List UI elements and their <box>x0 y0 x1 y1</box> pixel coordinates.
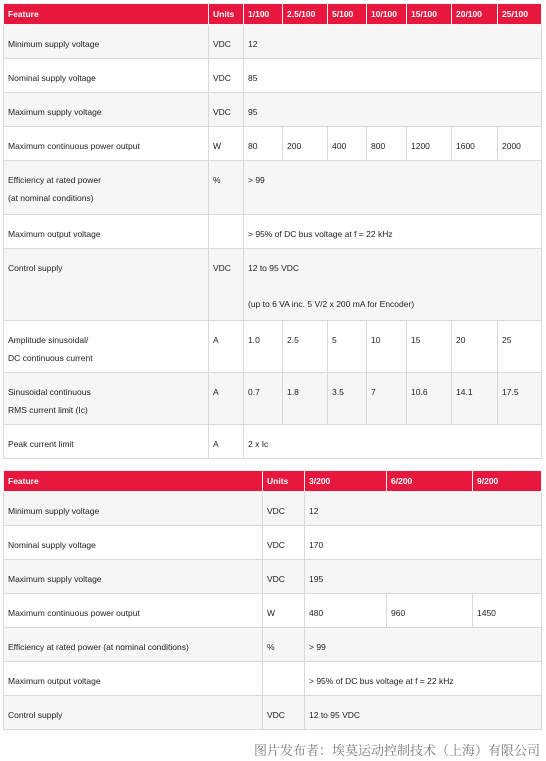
column-header: 3/200 <box>305 471 387 492</box>
cell-line: DC continuous current <box>8 353 93 363</box>
feature-cell <box>4 425 209 459</box>
value-cell: 10 <box>367 321 407 373</box>
table-row <box>4 127 542 161</box>
value-cell: 1.0 <box>244 321 283 373</box>
column-header: 15/100 <box>407 4 452 25</box>
cell-line: Amplitude sinusoidal/ <box>8 335 89 345</box>
value-cell: 1450 <box>473 594 542 628</box>
cell-line: Minimum supply voltage <box>8 39 100 49</box>
value-cell: 1600 <box>452 127 498 161</box>
cell-line: Nominal supply voltage <box>8 73 96 83</box>
cell-line: 12 to 95 VDC <box>248 263 300 273</box>
value-cell: > 95% of DC bus voltage at f = 22 kHz <box>244 215 542 249</box>
cell-line: Maximum output voltage <box>8 229 101 239</box>
value-cell: 960 <box>387 594 473 628</box>
feature-cell: Nominal supply voltage <box>4 526 263 560</box>
value-cell: 85 <box>244 59 542 93</box>
value-cell: 800 <box>367 127 407 161</box>
column-header: 20/100 <box>452 4 498 25</box>
units-cell: % <box>263 628 305 662</box>
units-cell: VDC <box>209 25 244 59</box>
column-header: Units <box>263 471 305 492</box>
column-header: Units <box>209 4 244 25</box>
value-cell: 195 <box>305 560 542 594</box>
column-header: 2.5/100 <box>283 4 328 25</box>
feature-cell <box>4 373 209 425</box>
value-cell: 80 <box>244 127 283 161</box>
spec-table-100v <box>3 3 542 459</box>
value-cell: 12 to 95 VDC <box>305 696 542 730</box>
units-cell: A <box>209 425 244 459</box>
units-cell: VDC <box>263 526 305 560</box>
value-cell: 20 <box>452 321 498 373</box>
feature-cell <box>4 25 209 59</box>
value-cell: 7 <box>367 373 407 425</box>
column-header: 10/100 <box>367 4 407 25</box>
value-cell: 3.5 <box>328 373 367 425</box>
value-cell <box>244 249 542 321</box>
units-cell: VDC <box>209 93 244 127</box>
feature-cell: Maximum continuous power output <box>4 594 263 628</box>
value-cell: > 95% of DC bus voltage at f = 22 kHz <box>305 662 542 696</box>
value-cell: 10.6 <box>407 373 452 425</box>
value-cell: 12 <box>244 25 542 59</box>
table-row <box>4 161 542 215</box>
table-row <box>4 93 542 127</box>
units-cell: W <box>263 594 305 628</box>
value-cell: 95 <box>244 93 542 127</box>
feature-cell <box>4 59 209 93</box>
table-row <box>4 594 542 628</box>
feature-cell <box>4 321 209 373</box>
table-row <box>4 25 542 59</box>
value-cell: 15 <box>407 321 452 373</box>
units-cell: A <box>209 373 244 425</box>
table-header-row <box>4 471 542 492</box>
cell-line: Maximum supply voltage <box>8 107 102 117</box>
units-cell: VDC <box>263 696 305 730</box>
units-cell: VDC <box>263 560 305 594</box>
units-cell: A <box>209 321 244 373</box>
cell-line: (at nominal conditions) <box>8 193 94 203</box>
cell-line: Maximum continuous power output <box>8 141 140 151</box>
value-cell: > 99 <box>305 628 542 662</box>
value-cell: 25 <box>498 321 542 373</box>
units-cell: % <box>209 161 244 215</box>
value-cell: 480 <box>305 594 387 628</box>
feature-cell <box>4 249 209 321</box>
feature-cell: Minimum supply voltage <box>4 492 263 526</box>
units-cell: VDC <box>209 249 244 321</box>
feature-cell <box>4 93 209 127</box>
table-row <box>4 696 542 730</box>
value-cell: 2.5 <box>283 321 328 373</box>
value-cell: 5 <box>328 321 367 373</box>
cell-line: (up to 6 VA inc. 5 V/2 x 200 mA for Encoder) <box>248 299 415 309</box>
value-cell: 1.8 <box>283 373 328 425</box>
table-row <box>4 321 542 373</box>
table-row <box>4 373 542 425</box>
cell-line: Efficiency at rated power <box>8 175 101 185</box>
value-cell: 400 <box>328 127 367 161</box>
column-header: Feature <box>4 471 263 492</box>
table-row <box>4 249 542 321</box>
column-header: 1/100 <box>244 4 283 25</box>
column-header: 9/200 <box>473 471 542 492</box>
column-header: 5/100 <box>328 4 367 25</box>
value-cell: 200 <box>283 127 328 161</box>
value-cell: 0.7 <box>244 373 283 425</box>
value-cell: 14.1 <box>452 373 498 425</box>
table-row <box>4 628 542 662</box>
cell-line: Peak current limit <box>8 439 74 449</box>
feature-cell: Efficiency at rated power (at nominal conditions) <box>4 628 263 662</box>
value-cell: 12 <box>305 492 542 526</box>
value-cell: 17.5 <box>498 373 542 425</box>
cell-line: Control supply <box>8 263 63 273</box>
feature-cell: Maximum output voltage <box>4 662 263 696</box>
table-row <box>4 526 542 560</box>
feature-cell <box>4 215 209 249</box>
table-row <box>4 59 542 93</box>
units-cell <box>263 662 305 696</box>
table-row <box>4 492 542 526</box>
cell-line: RMS current limit (Ic) <box>8 405 88 415</box>
table-row <box>4 662 542 696</box>
cell-line: Sinusoidal continuous <box>8 387 91 397</box>
table-row <box>4 215 542 249</box>
table-row <box>4 425 542 459</box>
column-header: 6/200 <box>387 471 473 492</box>
feature-cell <box>4 161 209 215</box>
value-cell: 1200 <box>407 127 452 161</box>
units-cell: VDC <box>263 492 305 526</box>
units-cell: W <box>209 127 244 161</box>
table-row <box>4 560 542 594</box>
feature-cell <box>4 127 209 161</box>
spec-table-200v <box>3 470 542 730</box>
cell-line <box>248 277 537 295</box>
feature-cell: Control supply <box>4 696 263 730</box>
column-header: 25/100 <box>498 4 542 25</box>
column-header: Feature <box>4 4 209 25</box>
units-cell <box>209 215 244 249</box>
table-header-row <box>4 4 542 25</box>
value-cell: > 99 <box>244 161 542 215</box>
feature-cell: Maximum supply voltage <box>4 560 263 594</box>
units-cell: VDC <box>209 59 244 93</box>
value-cell: 2 x Ic <box>244 425 542 459</box>
value-cell: 2000 <box>498 127 542 161</box>
value-cell: 170 <box>305 526 542 560</box>
publisher-watermark: 图片发布者：埃莫运动控制技术（上海）有限公司 <box>253 744 540 759</box>
